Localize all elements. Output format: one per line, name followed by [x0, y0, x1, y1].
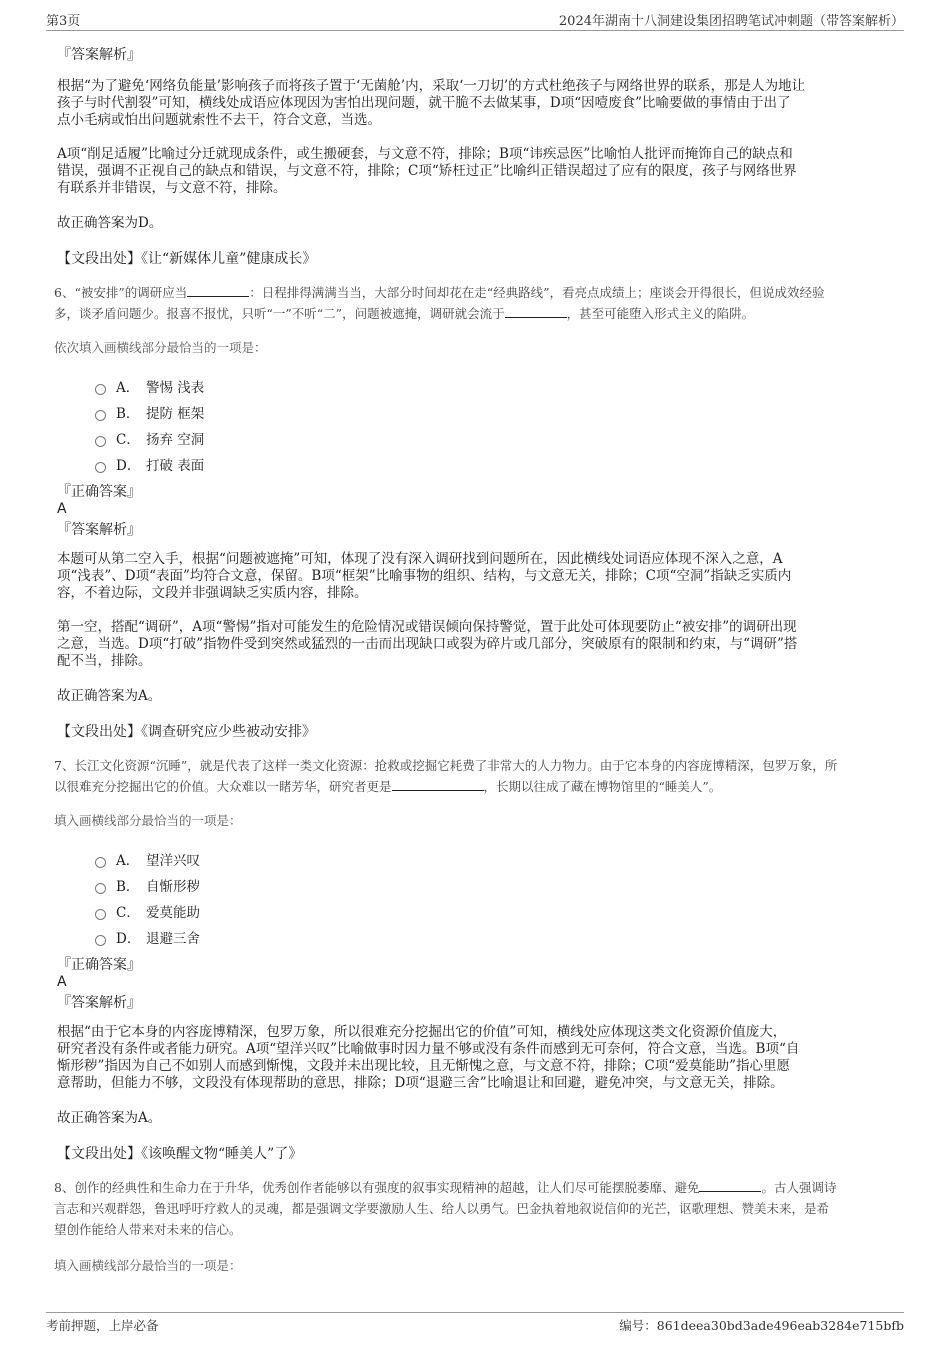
q5-source: 【文段出处】《让“新媒体儿童”健康成长》	[57, 251, 317, 267]
q7-correct-answer: A	[57, 974, 67, 990]
footer-slogan: 考前押题，上岸必备	[46, 1318, 159, 1333]
document-title: 2024年湖南十八洞建设集团招聘笔试冲刺题（带答案解析）	[558, 14, 904, 29]
q8-prompt: 填入画横线部分最恰当的一项是：	[54, 1258, 242, 1273]
answer-blank	[699, 1179, 761, 1192]
correct-answer-label: 『正确答案』	[57, 484, 141, 500]
radio-icon[interactable]	[95, 436, 106, 447]
q7-options	[57, 846, 904, 950]
q5-analysis-line: 有联系并非错误，与文意不符，排除。	[57, 180, 287, 196]
radio-icon[interactable]	[95, 909, 106, 920]
q5-analysis-line: A项“削足适履”比喻过分迁就现成条件，或生搬硬套，与文意不符，排除；B项“讳疾忌医”比喻怕人批评而掩饰自己的缺点和	[57, 146, 793, 162]
q6-option-c[interactable]: C． 扬弃 空洞	[95, 425, 904, 451]
q6-source: 【文段出处】《调查研究应少些被动安排》	[57, 724, 316, 740]
q7-stem: 7、长江文化资源“沉睡”，就是代表了这样一类文化资源：抢救或挖掘它耗费了非常大的人力物力。由于它本身的内容庞博精深，包罗万象，所 以很难充分挖掘出它的价值。大众难以一睹芳华，研究者更是 ，长期以往成了藏在博物馆里的“睡美人”。	[54, 758, 838, 794]
q7-prompt: 填入画横线部分最恰当的一项是：	[54, 813, 242, 828]
q6-analysis-para2: 第一空，搭配“调研”，A项“警惕”指对可能发生的危险情况或错误倾向保持警觉，置于此处可体现要防止“被安排”的调研出现 之意，当选。D项“打破”指物件受到突然或猛烈的一击而出现缺口或裂为碎片或几部分，突破原有的限制和约束，与“调研”搭 配不当，排除。	[57, 619, 798, 669]
q7-option-a[interactable]: A． 望洋兴叹	[95, 846, 904, 872]
page-header	[46, 10, 904, 31]
q6-option-a[interactable]: A． 警惕 浅表	[95, 373, 904, 399]
analysis-label: 『答案解析』	[57, 47, 141, 63]
q5-analysis-line: 根据“为了避免‘网络负能量’影响孩子而将孩子置于‘无菌舱’内，采取‘一刀切’的方式杜绝孩子与网络世界的联系，那是人为地让	[57, 78, 806, 94]
q7-option-c[interactable]: C． 爱莫能助	[95, 898, 904, 924]
document-id: 编号：861deea30bd3ade496eab3284e715bfb	[619, 1318, 904, 1333]
page-footer	[46, 1312, 904, 1336]
radio-icon[interactable]	[95, 462, 106, 473]
q5-analysis-line: 点小毛病或怕出问题就索性不去干，符合文意，当选。	[57, 112, 381, 128]
radio-icon[interactable]	[95, 883, 106, 894]
q6-options	[57, 373, 904, 477]
q5-analysis-line: 孩子与时代割裂”可知，横线处成语应体现因为害怕出现问题，就干脆不去做某事，D项“因噎废食”比喻要做的事情由于出了	[57, 95, 791, 111]
q7-option-b[interactable]: B． 自惭形秽	[95, 872, 904, 898]
page-number: 第3页	[46, 14, 81, 29]
analysis-label: 『答案解析』	[57, 522, 141, 538]
q6-option-d[interactable]: D． 打破 表面	[95, 451, 904, 477]
q6-stem: 6、“被安排”的调研应当 ：日程排得满满当当，大部分时间却花在走“经典路线”，看亮点成绩上；座谈会开得很长，但说成效经验 多，谈矛盾问题少。报喜不报忧，只听“一”不听“二”，问题被遮掩，调研就会流于 ，甚至可能堕入形式主义的陷阱。	[54, 285, 825, 321]
q6-option-b[interactable]: B． 提防 框架	[95, 399, 904, 425]
answer-blank	[505, 305, 567, 318]
q5-analysis-line: 错误，强调不正视自己的缺点和错误，与文意不符，排除；C项“矫枉过正”比喻纠正错误超过了应有的限度，孩子与网络世界	[57, 163, 797, 179]
q5-analysis-para2	[57, 146, 904, 197]
q7-source: 【文段出处】《该唤醒文物“睡美人”了》	[57, 1146, 303, 1162]
radio-icon[interactable]	[95, 857, 106, 868]
q6-correct-answer: A	[57, 501, 67, 517]
main-content	[54, 46, 904, 1274]
q6-conclusion: 故正确答案为A。	[57, 688, 162, 704]
radio-icon[interactable]	[95, 935, 106, 946]
q6-prompt: 依次填入画横线部分最恰当的一项是：	[54, 340, 267, 355]
radio-icon[interactable]	[95, 384, 106, 395]
q5-analysis-para1	[57, 78, 904, 129]
radio-icon[interactable]	[95, 410, 106, 421]
q5-conclusion: 故正确答案为D。	[57, 215, 163, 231]
answer-blank	[187, 284, 249, 297]
q8-stem: 8、创作的经典性和生命力在于升华，优秀创作者能够以有强度的叙事实现精神的超越，让人们尽可能摆脱萎靡、避免 。古人强调诗 言志和兴观群怨，鲁迅呼吁疗救人的灵魂，都是强调文学要激励人生、给人以勇气。巴金执着地叙说信仰的光芒，讴歌理想、赞美未来，是希 望创作能给人带来对未来的信心。	[54, 1180, 837, 1237]
analysis-label: 『答案解析』	[57, 995, 141, 1011]
correct-answer-label: 『正确答案』	[57, 957, 141, 973]
answer-blank	[392, 778, 484, 791]
q7-conclusion: 故正确答案为A。	[57, 1110, 162, 1126]
q7-analysis-para1: 根据“由于它本身的内容庞博精深，包罗万象，所以很难充分挖掘出它的价值”可知，横线处应体现这类文化资源价值庞大， 研究者没有条件或者能力研究。A项“望洋兴叹”比喻做事时因力量不够或没有条件而感到无可奈何，符合文意，当选。B项“自 惭形秽”指因为自己不如别人而感到惭愧，文段并未出现比较，且无惭愧之意，与文意不符，排除；C项“爱莫能助”指心里愿 意帮助，但能力不够，文段没有体现帮助的意思，排除；D项“退避三舍”比喻退让和回避，避免冲突，与文意无关，排除。	[57, 1024, 800, 1091]
q7-option-d[interactable]: D． 退避三舍	[95, 924, 904, 950]
q6-analysis-para1: 本题可从第二空入手，根据“问题被遮掩”可知，体现了没有深入调研找到问题所在，因此横线处词语应体现不深入之意，A 项“浅表”、D项“表面”均符合文意，保留。B项“框架”比喻事物的组织、结构，与文意无关，排除；C项“空洞”指缺乏实质内 容，不着边际，文段并非强调缺乏实质内容，排除。	[57, 551, 792, 601]
